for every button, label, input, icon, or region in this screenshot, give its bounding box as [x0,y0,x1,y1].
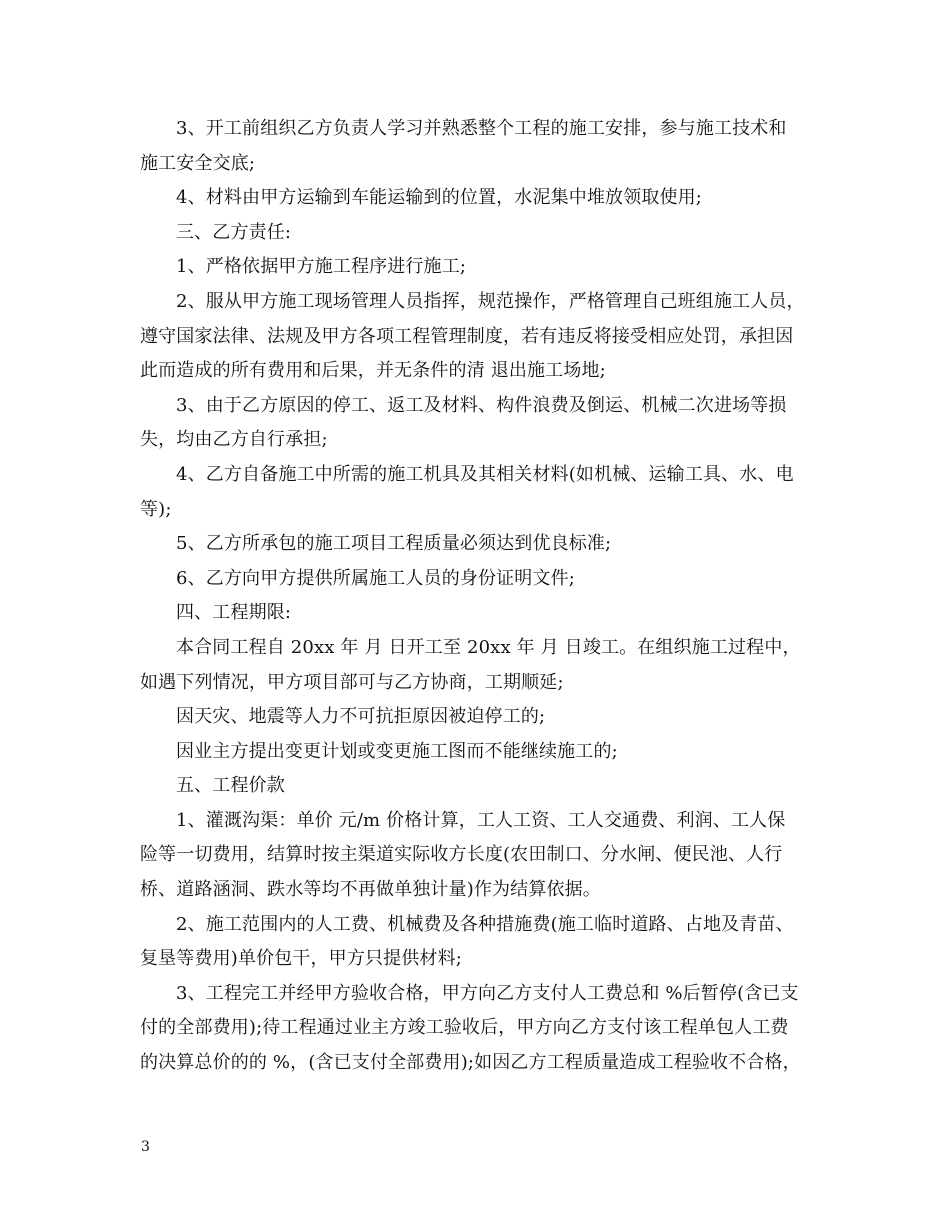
paragraph-line: 遵守国家法律、法规及甲方各项工程管理制度，若有违反将接受相应处罚，承担因 [140,325,794,347]
paragraph-line: 施工安全交底; [140,152,256,174]
paragraph-line: 此而造成的所有费用和后果，并无条件的清 退出施工场地; [140,360,606,382]
paragraph-line: 桥、道路涵洞、跌水等均不再做单独计量)作为结算依据。 [140,879,601,901]
paragraph-line: 3、由于乙方原因的停工、返工及材料、构件浪费及倒运、机械二次进场等损 [176,394,787,416]
document-body [140,112,830,1081]
paragraph-line: 如遇下列情况，甲方项目部可与乙方协商，工期顺延; [140,671,564,693]
paragraph-line: 2、施工范围内的人工费、机械费及各种措施费(施工临时道路、占地及青苗、 [176,913,794,935]
paragraph-line: 1、严格依据甲方施工程序进行施工; [176,256,467,278]
section-heading: 四、工程期限: [176,602,292,624]
paragraph-line: 4、材料由甲方运输到车能运输到的位置，水泥集中堆放领取使用; [176,187,703,209]
paragraph-line: 等); [140,498,172,520]
paragraph-line: 复垦等费用)单价包干，甲方只提供材料; [140,948,462,970]
paragraph-line: 2、服从甲方施工现场管理人员指挥，规范操作，严格管理自己班组施工人员， [176,290,805,312]
paragraph-line: 因天灾、地震等人力不可抗拒原因被迫停工的; [176,706,546,728]
paragraph-line: 失，均由乙方自行承担; [140,429,328,451]
paragraph-line: 3、工程完工并经甲方验收合格，甲方向乙方支付人工费总和 %后暂停(含已支 [176,982,799,1004]
paragraph-line: 因业主方提出变更计划或变更施工图而不能继续施工的; [176,740,618,762]
paragraph-line: 3、开工前组织乙方负责人学习并熟悉整个工程的施工安排，参与施工技术和 [176,118,787,139]
section-heading: 五、工程价款 [176,775,285,797]
paragraph-line: 付的全部费用);待工程通过业主方竣工验收后，甲方向乙方支付该工程单包人工费 [140,1017,789,1039]
page-number: 3 [141,1139,150,1155]
paragraph-line: 1、灌溉沟渠：单价 元/m 价格计算，工人工资、工人交通费、利润、工人保 [176,809,786,831]
paragraph-line: 本合同工程自 20xx 年 月 日开工至 20xx 年 月 日竣工。在组织施工过程中， [176,636,801,658]
paragraph-line: 险等一切费用，结算时按主渠道实际收方长度(农田制口、分水闸、便民池、人行 [140,844,783,866]
paragraph-line: 5、乙方所承包的施工项目工程质量必须达到优良标准; [176,533,612,555]
paragraph-line: 6、乙方向甲方提供所属施工人员的身份证明文件; [176,567,575,589]
paragraph-line: 的决算总价的的 %，(含已支付全部费用);如因乙方工程质量造成工程验收不合格， [140,1052,801,1074]
section-heading: 三、乙方责任: [176,221,292,243]
paragraph-line: 4、乙方自备施工中所需的施工机具及其相关材料(如机械、运输工具、水、电 [176,463,794,485]
